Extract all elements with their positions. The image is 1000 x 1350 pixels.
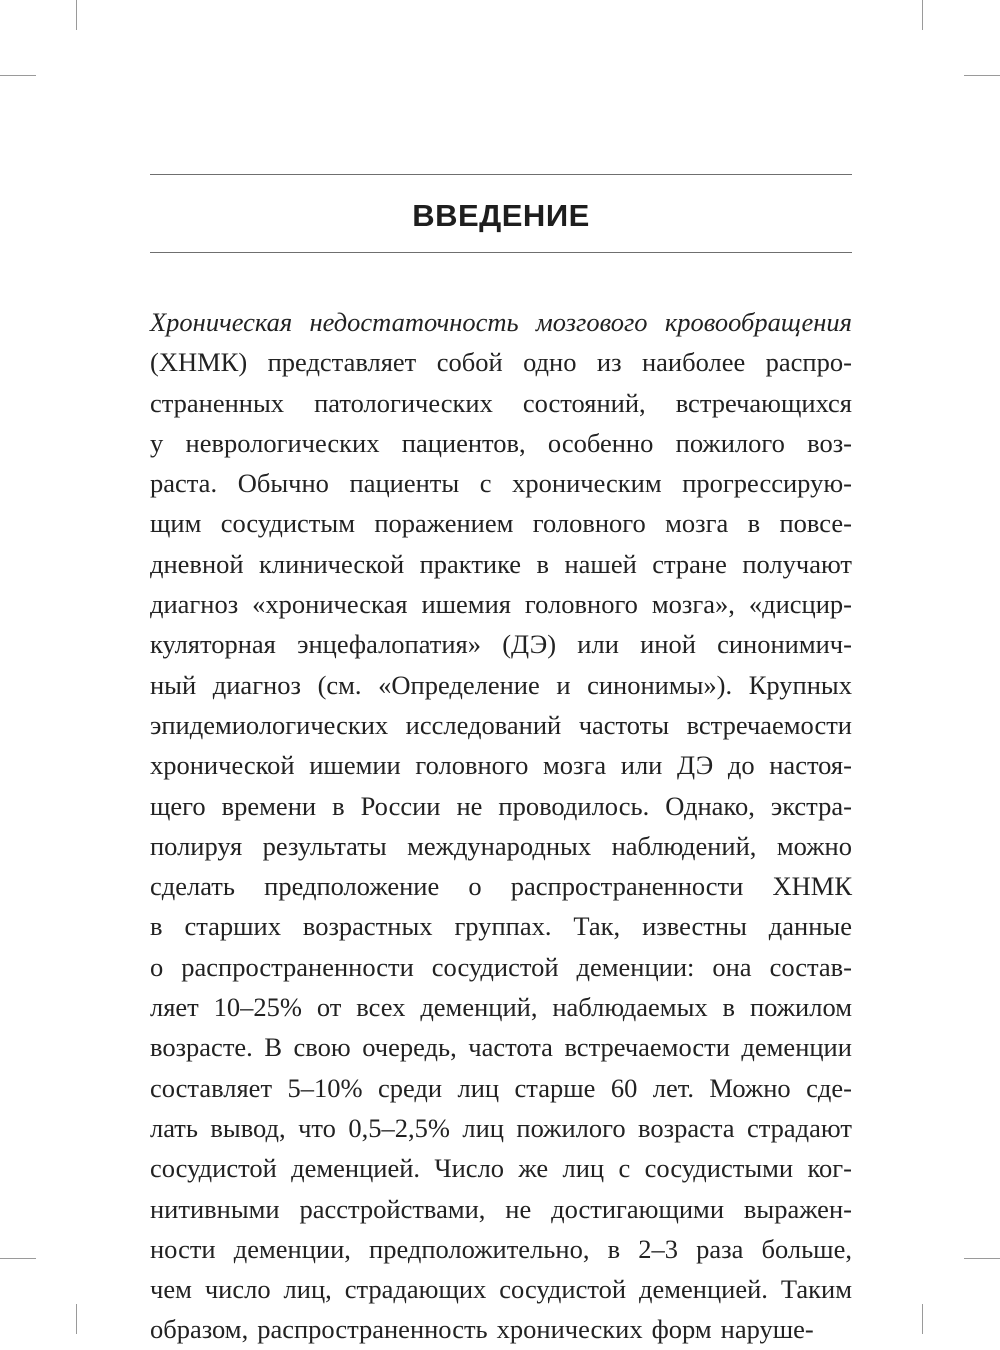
text-line: страненных патологических состояний, встречающихся xyxy=(150,387,852,418)
text-line: у неврологических пациентов, особенно пожилого воз- xyxy=(150,427,852,458)
text-line: полируя результаты международных наблюдений, можно xyxy=(150,830,852,861)
text-line: о распространенности сосудистой деменции: она состав- xyxy=(150,951,852,982)
text-line: чем число лиц, страдающих сосудистой деменцией. Таким xyxy=(150,1274,852,1305)
text-line: сосудистой деменцией. Число же лиц с сосудистыми ког- xyxy=(150,1153,852,1184)
text-line: эпидемиологических исследований частоты встречаемости xyxy=(150,709,852,740)
text-line: ности деменции, предположительно, в 2–3 раза больше, xyxy=(150,1233,852,1264)
text-line: в старших возрастных группах. Так, известны данные xyxy=(150,911,852,942)
text-line: раста. Обычно пациенты с хроническим прогрессирую- xyxy=(150,468,852,499)
crop-mark-top-right xyxy=(922,0,923,30)
text-line: ляет 10–25% от всех деменций, наблюдаемых в пожилом xyxy=(150,992,852,1023)
text-line: сделать предположение о распространенности ХНМК xyxy=(150,871,852,902)
crop-mark-bottom-left xyxy=(76,1304,77,1334)
crop-mark-left-upper xyxy=(0,75,36,76)
text-line: щего времени в России не проводилось. Однако, экстра- xyxy=(150,790,852,821)
body-paragraph xyxy=(150,302,852,1350)
crop-mark-left-lower xyxy=(0,1258,36,1259)
heading-bottom-rule xyxy=(150,252,852,253)
crop-mark-bottom-right xyxy=(922,1304,923,1334)
text-line: составляет 5–10% среди лиц старше 60 лет. Можно сде- xyxy=(150,1072,852,1103)
text-line: хронической ишемии головного мозга или ДЭ до настоя- xyxy=(150,750,852,781)
text-line: Хроническая недостаточность мозгового кровообращения xyxy=(150,307,852,337)
text-line: возрасте. В свою очередь, частота встречаемости деменции xyxy=(150,1032,852,1063)
text-line: (ХНМК) представляет собой одно из наиболее распро- xyxy=(150,347,852,378)
text-line: нитивными расстройствами, не достигающими выражен- xyxy=(150,1193,852,1224)
text-line: щим сосудистым поражением головного мозга в повсе- xyxy=(150,508,852,539)
crop-mark-right-upper xyxy=(964,75,1000,76)
text-line: дневной клинической практике в нашей стране получают xyxy=(150,548,852,579)
chapter-heading: ВВЕДЕНИЕ xyxy=(412,198,590,233)
crop-mark-right-lower xyxy=(964,1258,1000,1259)
heading-top-rule xyxy=(150,174,852,175)
text-line: ный диагноз (см. «Определение и синонимы»). Крупных xyxy=(150,669,852,700)
text-line: лать вывод, что 0,5–2,5% лиц пожилого возраста страдают xyxy=(150,1112,852,1143)
text-line: диагноз «хроническая ишемия головного мозга», «дисцир- xyxy=(150,589,852,620)
crop-mark-top-left xyxy=(76,0,77,30)
text-line: куляторная энцефалопатия» (ДЭ) или иной синонимич- xyxy=(150,629,852,660)
text-line: образом, распространенность хронических форм наруше- xyxy=(150,1314,814,1345)
